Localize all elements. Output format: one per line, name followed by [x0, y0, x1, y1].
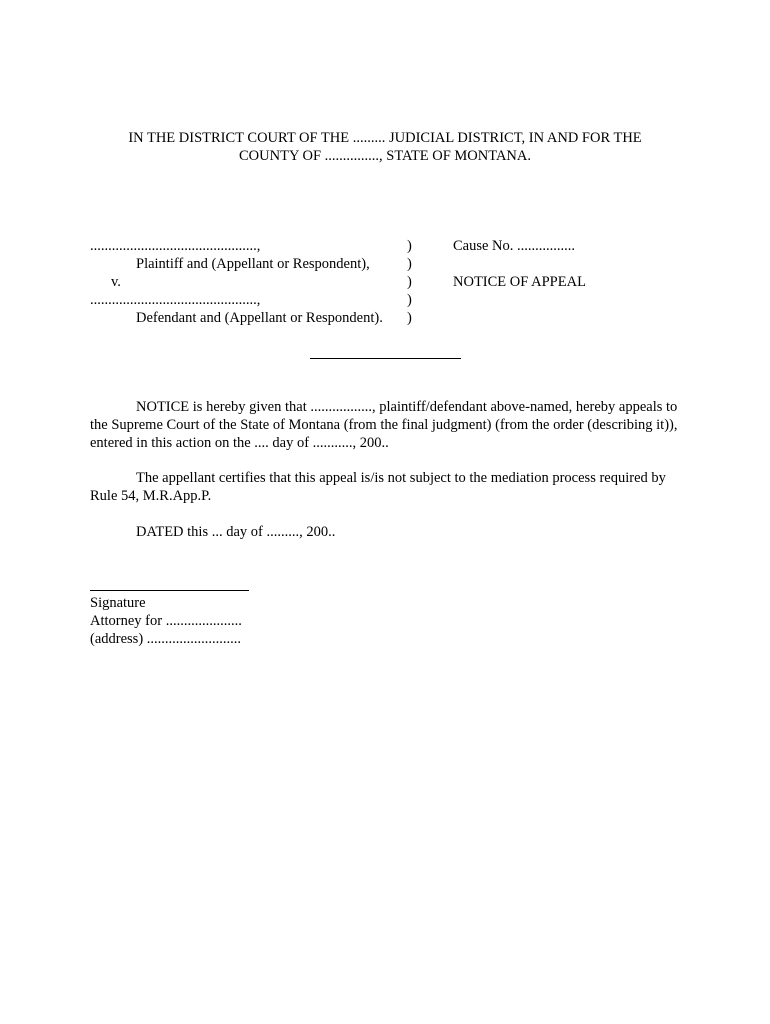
signature-block: [90, 594, 242, 648]
signature-label: Signature: [90, 595, 146, 611]
defendant-name-blank: ..............................................,: [90, 292, 261, 308]
signature-line: [90, 590, 249, 591]
court-heading-line-1: IN THE DISTRICT COURT OF THE ......... JUDICIAL DISTRICT, IN AND FOR THE: [128, 130, 642, 146]
dated-paragraph: [90, 523, 680, 541]
certification-paragraph: [90, 469, 680, 505]
defendant-role: Defendant and (Appellant or Respondent).: [136, 310, 383, 326]
caption-divider-line: [310, 358, 461, 359]
attorney-for-line: Attorney for .....................: [90, 613, 242, 629]
court-heading: [90, 129, 680, 165]
address-line: (address) ..........................: [90, 631, 242, 647]
caption-paren: ): [407, 310, 412, 326]
dated-text: DATED this ... day of ........., 200..: [136, 524, 336, 540]
document-title: NOTICE OF APPEAL: [453, 274, 586, 290]
caption-paren: ): [407, 256, 412, 272]
plaintiff-name-blank: ..............................................,: [90, 238, 261, 254]
caption-spacer: [453, 255, 693, 273]
caption-parties: [90, 237, 410, 327]
certification-text: The appellant certifies that this appeal is/is not subject to the mediation process required by Rule 54, M.R.App.P.: [90, 470, 666, 504]
caption-paren: ): [407, 238, 412, 254]
notice-paragraph: [90, 398, 680, 452]
caption-case-info: [453, 237, 693, 291]
court-heading-line-2: COUNTY OF ..............., STATE OF MONTANA.: [239, 148, 531, 164]
versus-label: v.: [111, 274, 121, 290]
caption-paren: ): [407, 292, 412, 308]
caption-paren: ): [407, 274, 412, 290]
notice-text: NOTICE is hereby given that ................., plaintiff/defendant above-named, hereby appeals to the Supreme Court of the State of Montana (from the final judgment) (from the order (describing it)), entered in this action on the .... day of ..........., 200..: [90, 399, 678, 451]
plaintiff-role: Plaintiff and (Appellant or Respondent),: [136, 256, 370, 272]
cause-number: Cause No. ................: [453, 238, 576, 254]
caption-parentheses: [407, 237, 419, 327]
